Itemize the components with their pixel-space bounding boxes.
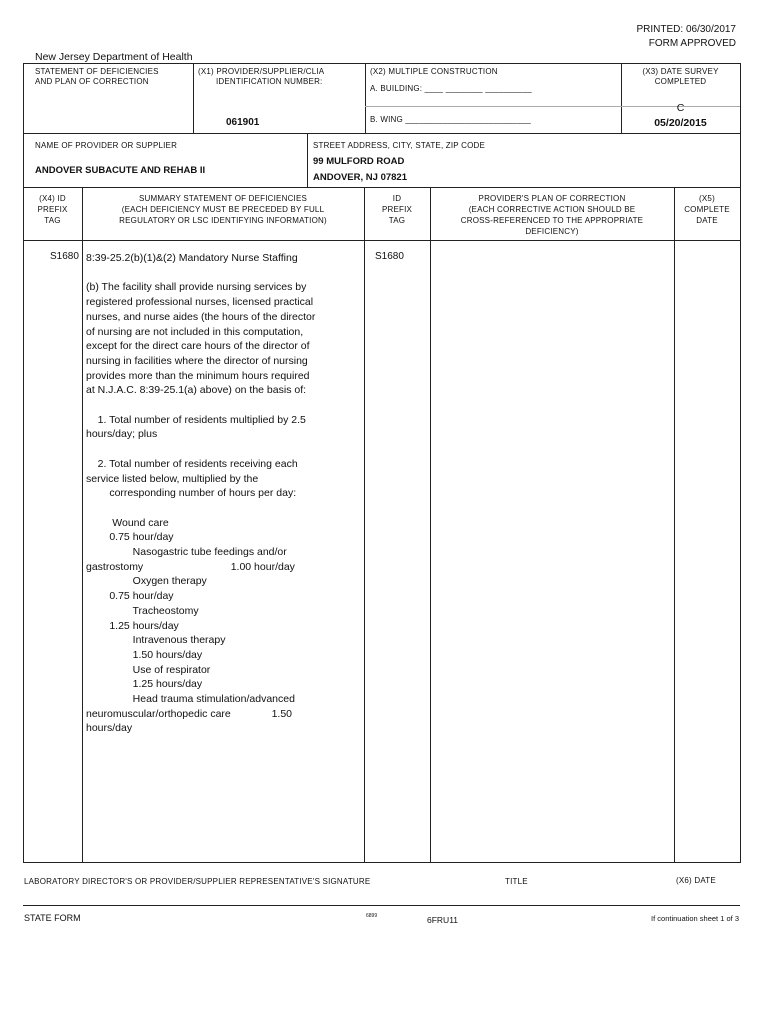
id-header: ID PREFIX TAG	[381, 194, 413, 225]
footer-rule	[23, 905, 740, 906]
summary-header: SUMMARY STATEMENT OF DEFICIENCIES (EACH DEFICIENCY MUST BE PRECEDED BY FULL REGULATORY OR LSC IDENTIFYING INFORMATION)	[119, 194, 327, 225]
deficiency-title: 8:39-25.2(b)(1)&(2) Mandatory Nurse Staffing	[86, 252, 298, 264]
date-label: (X6) DATE	[676, 876, 716, 885]
plan-id-tag: S1680	[375, 251, 404, 262]
provider-name-label: NAME OF PROVIDER OR SUPPLIER	[35, 141, 178, 150]
divider-summary	[364, 187, 365, 863]
title-label: TITLE	[505, 877, 528, 886]
provider-id-number: 061901	[226, 117, 260, 128]
printed-date: PRINTED: 06/30/2017	[636, 24, 736, 35]
address-street: 99 MULFORD ROAD	[313, 156, 405, 167]
divider-address	[307, 133, 308, 187]
body-bottom-border	[23, 862, 740, 863]
x5-header: (X5) COMPLETE DATE	[684, 194, 730, 225]
x1-label-1: (X1) PROVIDER/SUPPLIER/CLIA	[198, 67, 325, 76]
column-header-divider	[23, 240, 740, 241]
divider-x4	[82, 187, 83, 863]
continuation-sheet: If continuation sheet 1 of 3	[651, 914, 739, 923]
paragraph-1: 1. Total number of residents multiplied by 2.5 hours/day; plus	[86, 413, 306, 441]
address-label: STREET ADDRESS, CITY, STATE, ZIP CODE	[313, 141, 486, 150]
deficiency-text	[86, 251, 362, 736]
service-hours-list: Wound care 0.75 hour/day Nasogastric tube feedings and/or gastrostomy 1.00 hour/day Oxygen therapy 0.75 hour/day Tracheostomy 1.25 hours/day Intravenous therapy 1.50 hours/day Use of respirator 1.25 hours/day Head trauma stimulation/advanced neuromuscular/orthopedic care 1.50 hours/day	[86, 516, 295, 735]
form-top-border	[23, 63, 740, 64]
deficiency-tag: S1680	[50, 251, 79, 262]
paragraph-b: (b) The facility shall provide nursing services by registered professional nurses, licensed practical nurses, and nurse aides (the hours of the director of nursing are not included in this computation, except for the direct care hours of the director of nursing in facilities where the director of nursing provides more than the minimum hours required at N.J.A.C. 8:39-25.1(a) above) on the basis of:	[86, 281, 316, 397]
x2-sub-divider	[365, 106, 621, 107]
provider-row-divider	[23, 187, 740, 188]
form-left-border	[23, 63, 24, 863]
divider-x1	[193, 63, 194, 133]
x3-label-1: (X3) DATE SURVEY	[642, 67, 719, 76]
survey-date: 05/20/2015	[654, 117, 707, 129]
paragraph-2: 2. Total number of residents receiving each service listed below, multiplied by the corresponding number of hours per day:	[86, 457, 298, 500]
state-form-label: STATE FORM	[24, 913, 81, 923]
address-city: ANDOVER, NJ 07821	[313, 172, 407, 183]
building-field: A. BUILDING: ____ ________ __________	[370, 84, 532, 93]
statement-label-1: STATEMENT OF DEFICIENCIES	[35, 67, 159, 76]
x1-label-2: IDENTIFICATION NUMBER:	[216, 77, 323, 86]
signature-label: LABORATORY DIRECTOR'S OR PROVIDER/SUPPLIER REPRESENTATIVE'S SIGNATURE	[24, 877, 371, 886]
top-row-divider	[23, 133, 740, 134]
divider-id	[430, 187, 431, 863]
form-right-border	[740, 63, 741, 863]
x2-label: (X2) MULTIPLE CONSTRUCTION	[370, 67, 498, 76]
x4-header: (X4) ID PREFIX TAG	[37, 194, 68, 225]
plan-header: PROVIDER'S PLAN OF CORRECTION (EACH CORRECTIVE ACTION SHOULD BE CROSS-REFERENCED TO THE APPROPRIATE DEFICIENCY)	[460, 194, 644, 236]
statement-label-2: AND PLAN OF CORRECTION	[35, 77, 149, 86]
form-id: 6FRU11	[427, 915, 459, 925]
wing-field: B. WING ___________________________	[370, 115, 531, 124]
x3-label-2: COMPLETED	[654, 77, 707, 86]
divider-plan	[674, 187, 675, 863]
form-code-small: 6899	[366, 913, 378, 919]
divider-x2	[365, 63, 366, 133]
survey-type-letter: C	[676, 102, 685, 114]
provider-name: ANDOVER SUBACUTE AND REHAB II	[35, 165, 206, 176]
agency-name: New Jersey Department of Health	[35, 51, 193, 63]
form-approved: FORM APPROVED	[648, 38, 736, 49]
